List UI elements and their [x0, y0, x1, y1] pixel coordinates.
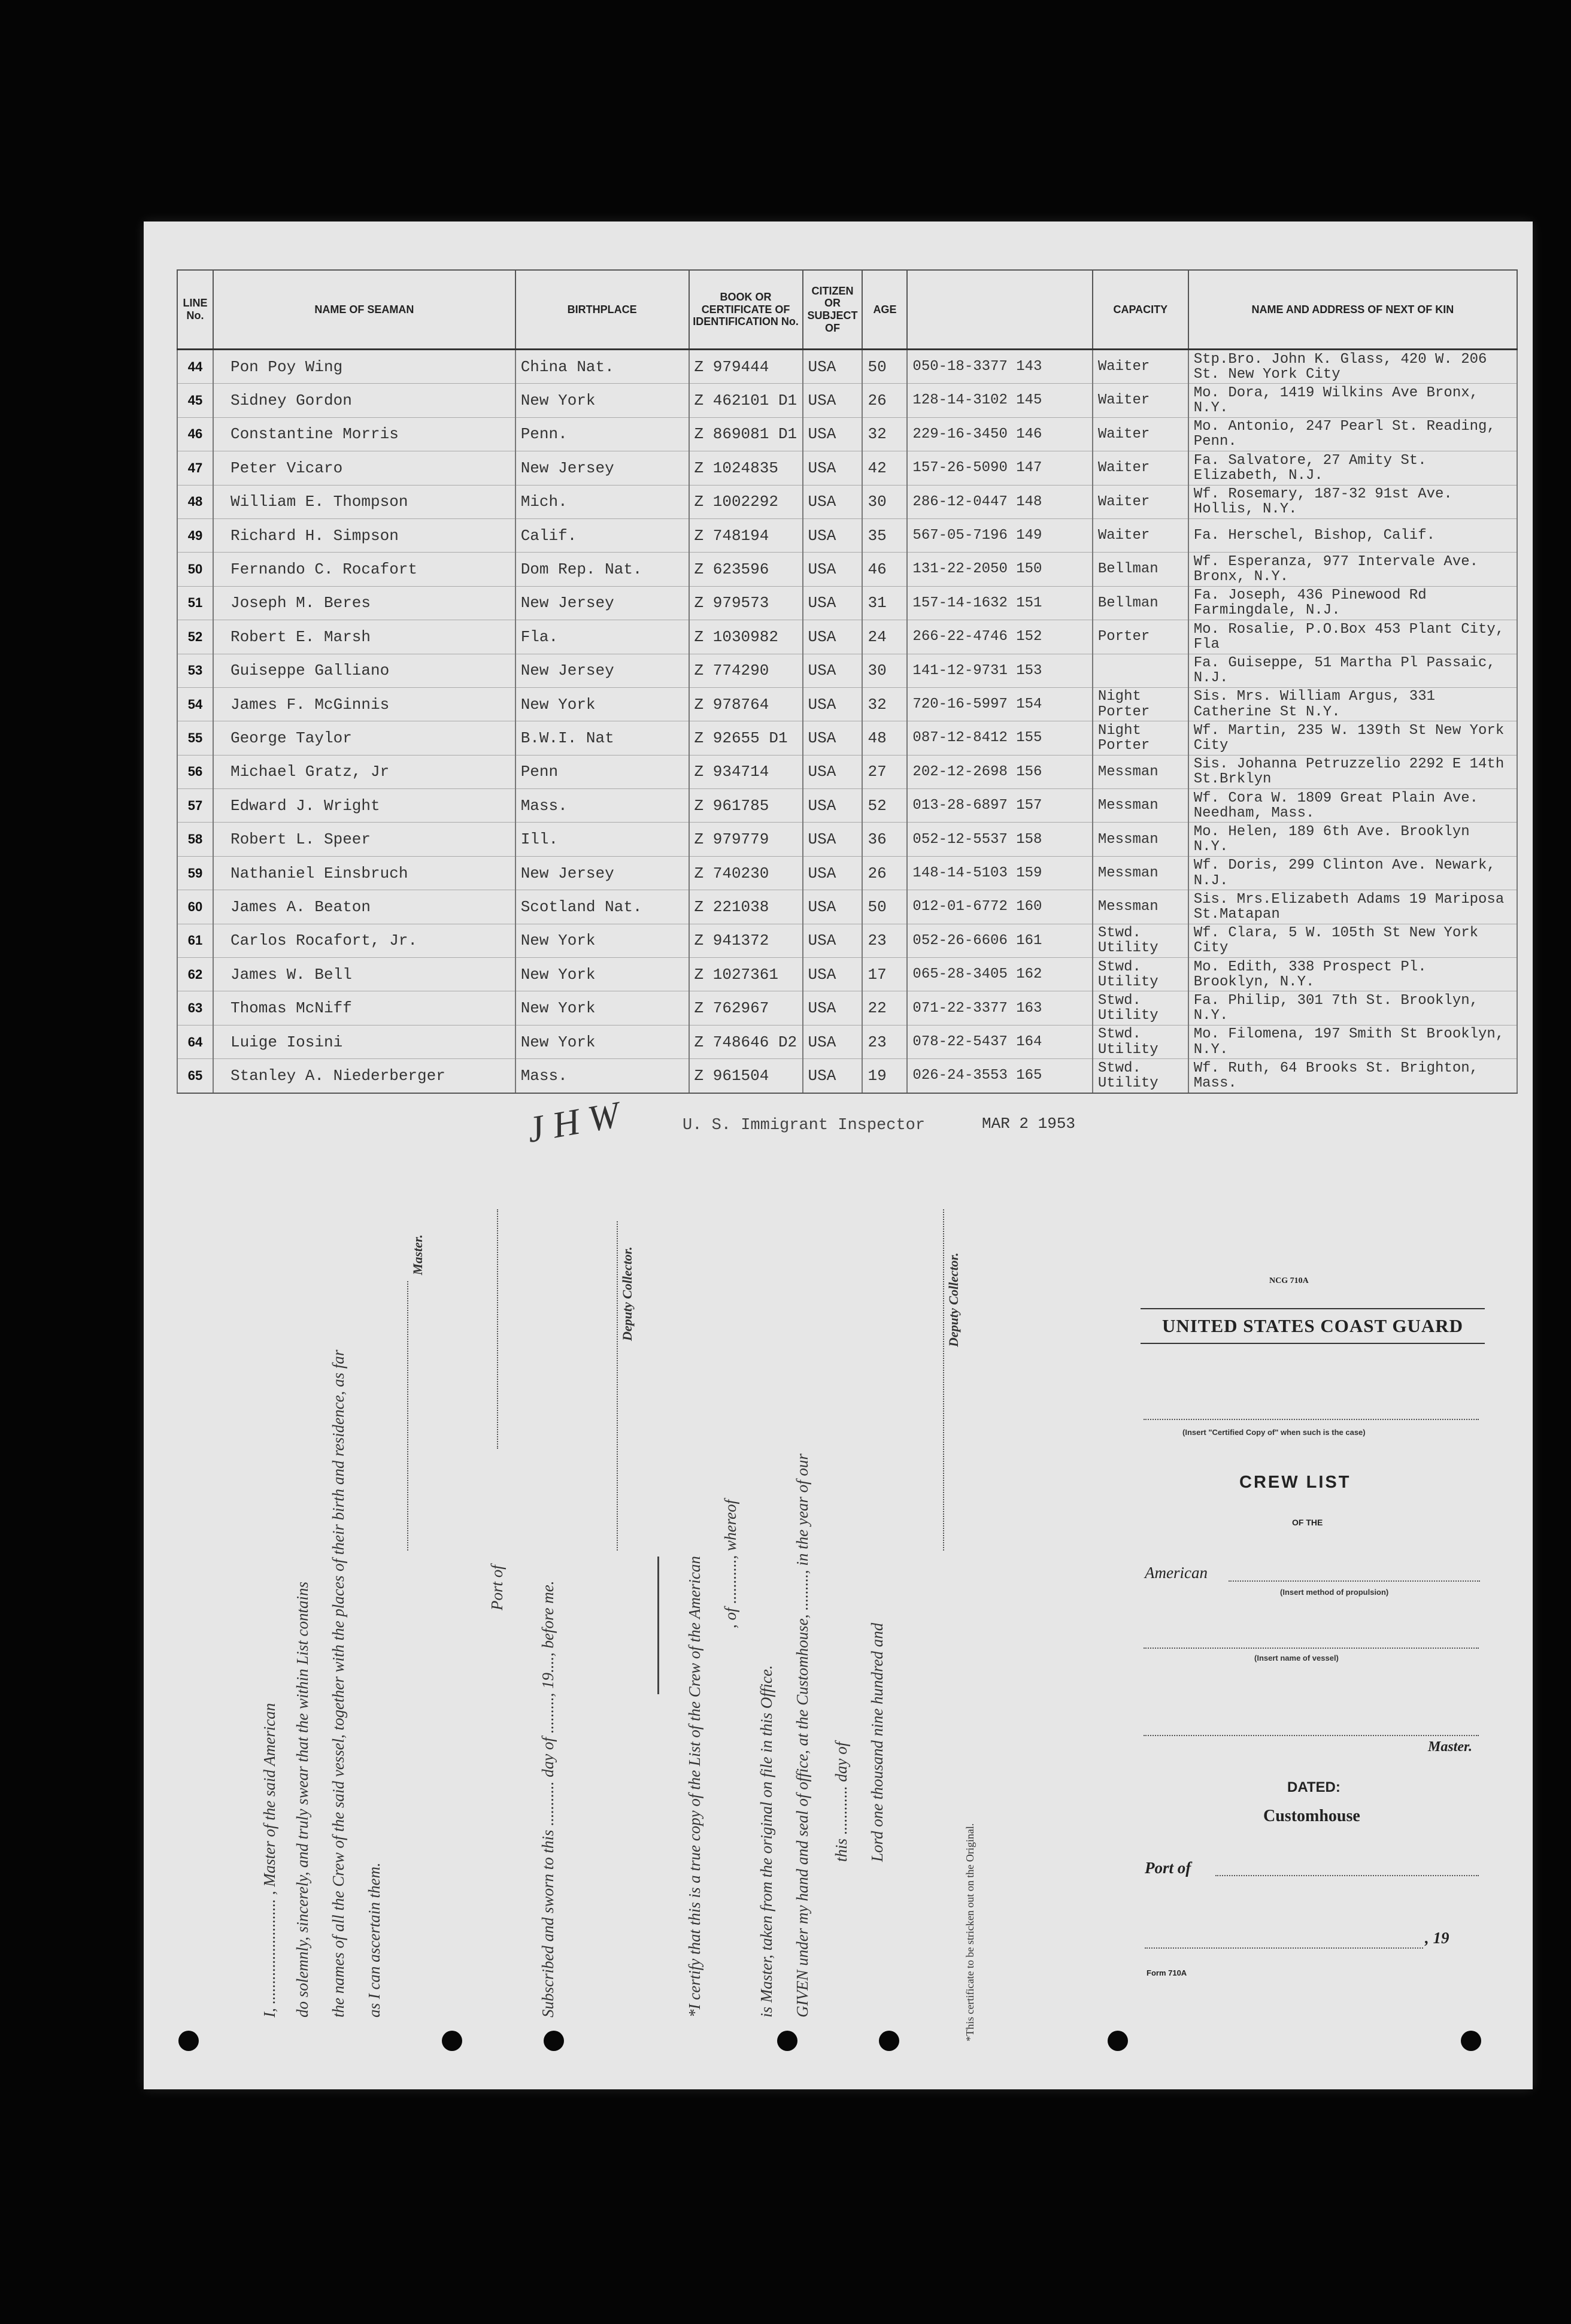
cell-name: William E. Thompson	[213, 485, 515, 518]
cell-kin: Mo. Filomena, 197 Smith St Brooklyn, N.Y.	[1188, 1025, 1517, 1058]
cell-kin: Wf. Cora W. 1809 Great Plain Ave. Needham, Mass.	[1188, 789, 1517, 823]
cell-ssn: 567-05-7196 149	[907, 518, 1092, 552]
certify-line-6: Lord one thousand nine hundred and	[868, 1622, 886, 1862]
cell-capacity	[1093, 654, 1188, 687]
cell-ssn: 286-12-0447 148	[907, 485, 1092, 518]
table-row	[177, 553, 1517, 586]
cell-line: 62	[177, 958, 213, 991]
oath-line-1: I, .......................... , Master of the said American	[260, 1703, 278, 2017]
cell-ssn: 229-16-3450 146	[907, 417, 1092, 451]
cell-ssn: 052-12-5537 158	[907, 823, 1092, 856]
cell-age: 46	[862, 553, 907, 586]
cell-birthplace: Penn	[515, 755, 689, 788]
cell-book: Z 978764	[689, 687, 803, 721]
inspector-date-stamp: MAR 2 1953	[982, 1115, 1076, 1133]
cell-book: Z 1002292	[689, 485, 803, 518]
cell-ssn: 087-12-8412 155	[907, 721, 1092, 755]
cell-age: 22	[862, 991, 907, 1025]
cell-name: Joseph M. Beres	[213, 586, 515, 620]
table-row	[177, 384, 1517, 417]
cell-name: Fernando C. Rocafort	[213, 553, 515, 586]
cell-citizen: USA	[803, 924, 863, 957]
cell-ssn: 720-16-5997 154	[907, 687, 1092, 721]
table-header-row	[177, 270, 1517, 350]
cell-capacity: Messman	[1093, 890, 1188, 924]
cell-capacity: Stwd. Utility	[1093, 1025, 1188, 1058]
form-footer: Form 710A	[1147, 1968, 1187, 1977]
cell-book: Z 462101 D1	[689, 384, 803, 417]
cell-citizen: USA	[803, 721, 863, 755]
cell-capacity: Waiter	[1093, 384, 1188, 417]
cell-kin: Wf. Martin, 235 W. 139th St New York City	[1188, 721, 1517, 755]
cell-line: 60	[177, 890, 213, 924]
cell-kin: Mo. Edith, 338 Prospect Pl. Brooklyn, N.Y.	[1188, 958, 1517, 991]
cell-citizen: USA	[803, 1059, 863, 1093]
cell-birthplace: B.W.I. Nat	[515, 721, 689, 755]
oath-master: Master.	[410, 1234, 425, 1275]
cell-name: Peter Vicaro	[213, 451, 515, 485]
cell-birthplace: New York	[515, 924, 689, 957]
cell-capacity: Messman	[1093, 823, 1188, 856]
cell-ssn: 141-12-9731 153	[907, 654, 1092, 687]
cell-book: Z 774290	[689, 654, 803, 687]
cell-birthplace: Fla.	[515, 620, 689, 654]
cell-name: Carlos Rocafort, Jr.	[213, 924, 515, 957]
cell-citizen: USA	[803, 586, 863, 620]
cell-capacity: Messman	[1093, 856, 1188, 890]
certified-copy-line	[1144, 1419, 1479, 1420]
cell-birthplace: Penn.	[515, 417, 689, 451]
cell-name: Edward J. Wright	[213, 789, 515, 823]
inspector-label: U. S. Immigrant Inspector	[683, 1117, 926, 1134]
cell-line: 64	[177, 1025, 213, 1058]
cell-citizen: USA	[803, 654, 863, 687]
cell-book: Z 1024835	[689, 451, 803, 485]
table-row	[177, 654, 1517, 687]
cell-age: 50	[862, 350, 907, 384]
cell-citizen: USA	[803, 991, 863, 1025]
cell-ssn: 013-28-6897 157	[907, 789, 1092, 823]
table-row	[177, 924, 1517, 957]
header-book: BOOK OR CERTIFICATE OF IDENTIFICATION No.	[689, 270, 803, 350]
cell-citizen: USA	[803, 518, 863, 552]
cell-capacity: Messman	[1093, 755, 1188, 788]
cell-capacity: Porter	[1093, 620, 1188, 654]
cell-line: 51	[177, 586, 213, 620]
cell-book: Z 869081 D1	[689, 417, 803, 451]
cell-kin: Sis. Mrs. William Argus, 331 Catherine St N.Y.	[1188, 687, 1517, 721]
cell-capacity: Stwd. Utility	[1093, 991, 1188, 1025]
cell-book: Z 92655 D1	[689, 721, 803, 755]
cell-kin: Mo. Helen, 189 6th Ave. Brooklyn N.Y.	[1188, 823, 1517, 856]
certify-line-1: *I certify that this is a true copy of the List of the Crew of the American	[686, 1556, 703, 2017]
cell-citizen: USA	[803, 687, 863, 721]
insert-certified-note: (Insert "Certified Copy of" when such is the case)	[1182, 1428, 1366, 1437]
cell-name: Robert L. Speer	[213, 823, 515, 856]
cell-kin: Wf. Rosemary, 187-32 91st Ave. Hollis, N.Y.	[1188, 485, 1517, 518]
cell-age: 48	[862, 721, 907, 755]
table-row	[177, 823, 1517, 856]
header-ssn	[907, 270, 1092, 350]
cell-name: Guiseppe Galliano	[213, 654, 515, 687]
cell-age: 23	[862, 1025, 907, 1058]
cell-age: 50	[862, 890, 907, 924]
cell-name: Sidney Gordon	[213, 384, 515, 417]
cell-citizen: USA	[803, 485, 863, 518]
cell-age: 23	[862, 924, 907, 957]
cell-birthplace: New York	[515, 991, 689, 1025]
cell-kin: Wf. Esperanza, 977 Intervale Ave. Bronx, N.Y.	[1188, 553, 1517, 586]
table-row	[177, 721, 1517, 755]
cell-age: 52	[862, 789, 907, 823]
cell-age: 32	[862, 417, 907, 451]
cell-name: Constantine Morris	[213, 417, 515, 451]
cell-line: 48	[177, 485, 213, 518]
cell-ssn: 071-22-3377 163	[907, 991, 1092, 1025]
cell-name: Michael Gratz, Jr	[213, 755, 515, 788]
cell-age: 30	[862, 654, 907, 687]
cell-book: Z 961785	[689, 789, 803, 823]
cell-ssn: 078-22-5437 164	[907, 1025, 1092, 1058]
vessel-name-line	[1144, 1648, 1479, 1649]
cell-birthplace: New York	[515, 1025, 689, 1058]
header-birthplace: BIRTHPLACE	[515, 270, 689, 350]
cell-name: Nathaniel Einsbruch	[213, 856, 515, 890]
cell-age: 32	[862, 687, 907, 721]
table-row	[177, 586, 1517, 620]
punch-hole	[1108, 2031, 1128, 2051]
cell-line: 45	[177, 384, 213, 417]
header-capacity: CAPACITY	[1093, 270, 1188, 350]
cell-name: George Taylor	[213, 721, 515, 755]
punch-hole	[777, 2031, 797, 2051]
certify-line-2: , of ..........., whereof	[721, 1500, 739, 1628]
table-row	[177, 1059, 1517, 1093]
cell-kin: Wf. Doris, 299 Clinton Ave. Newark, N.J.	[1188, 856, 1517, 890]
year-label: , 19	[1425, 1929, 1449, 1947]
card-master-label: Master.	[1428, 1739, 1473, 1755]
cell-birthplace: New Jersey	[515, 654, 689, 687]
cell-citizen: USA	[803, 755, 863, 788]
inspector-signature: J H W	[524, 1094, 623, 1151]
cell-kin: Fa. Guiseppe, 51 Martha Pl Passaic, N.J.	[1188, 654, 1517, 687]
cell-citizen: USA	[803, 553, 863, 586]
cell-line: 59	[177, 856, 213, 890]
cell-age: 36	[862, 823, 907, 856]
cell-age: 27	[862, 755, 907, 788]
punch-hole	[1461, 2031, 1481, 2051]
propulsion-line	[1229, 1580, 1480, 1582]
cell-capacity: Night Porter	[1093, 687, 1188, 721]
cell-capacity: Stwd. Utility	[1093, 1059, 1188, 1093]
deputy-line-2	[943, 1209, 944, 1551]
cell-line: 47	[177, 451, 213, 485]
certificate-footnote: *This certificate to be stricken out on the Original.	[964, 1823, 976, 2041]
crew-list-title: CREW LIST	[1239, 1473, 1351, 1492]
table-row	[177, 485, 1517, 518]
cell-ssn: 050-18-3377 143	[907, 350, 1092, 384]
cell-line: 49	[177, 518, 213, 552]
table-row	[177, 350, 1517, 384]
american-label: American	[1145, 1564, 1208, 1582]
cell-book: Z 934714	[689, 755, 803, 788]
cell-book: Z 961504	[689, 1059, 803, 1093]
cell-line: 63	[177, 991, 213, 1025]
cell-line: 58	[177, 823, 213, 856]
table-row	[177, 991, 1517, 1025]
cell-age: 26	[862, 856, 907, 890]
cell-citizen: USA	[803, 789, 863, 823]
cell-capacity: Messman	[1093, 789, 1188, 823]
cell-kin: Wf. Clara, 5 W. 105th St New York City	[1188, 924, 1517, 957]
cell-ssn: 202-12-2698 156	[907, 755, 1092, 788]
oath-line-2: do solemnly, sincerely, and truly swear that the within List contains	[293, 1582, 311, 2017]
customhouse-label: Customhouse	[1263, 1807, 1360, 1825]
header-age: AGE	[862, 270, 907, 350]
cell-kin: Wf. Ruth, 64 Brooks St. Brighton, Mass.	[1188, 1059, 1517, 1093]
cell-capacity: Stwd. Utility	[1093, 924, 1188, 957]
cell-ssn: 148-14-5103 159	[907, 856, 1092, 890]
table-row	[177, 856, 1517, 890]
cell-book: Z 979573	[689, 586, 803, 620]
cell-kin: Fa. Philip, 301 7th St. Brooklyn, N.Y.	[1188, 991, 1517, 1025]
cell-birthplace: Ill.	[515, 823, 689, 856]
cell-birthplace: New York	[515, 958, 689, 991]
table-row	[177, 451, 1517, 485]
table-row	[177, 890, 1517, 924]
divider-line	[657, 1557, 659, 1694]
cell-citizen: USA	[803, 417, 863, 451]
cell-birthplace: New York	[515, 687, 689, 721]
cell-citizen: USA	[803, 856, 863, 890]
cell-ssn: 052-26-6606 161	[907, 924, 1092, 957]
table-row	[177, 958, 1517, 991]
cell-age: 24	[862, 620, 907, 654]
cell-line: 52	[177, 620, 213, 654]
dated-label: DATED:	[1287, 1779, 1340, 1795]
deputy-collector-1: Deputy Collector.	[620, 1246, 635, 1341]
cell-capacity: Bellman	[1093, 553, 1188, 586]
cell-ssn: 026-24-3553 165	[907, 1059, 1092, 1093]
cell-kin: Sis. Mrs.Elizabeth Adams 19 Mariposa St.Matapan	[1188, 890, 1517, 924]
cell-name: James W. Bell	[213, 958, 515, 991]
form-code: NCG 710A	[1269, 1276, 1309, 1285]
cell-citizen: USA	[803, 384, 863, 417]
cell-book: Z 1030982	[689, 620, 803, 654]
port-of-field-line	[1215, 1875, 1479, 1876]
header-name: NAME OF SEAMAN	[213, 270, 515, 350]
cell-birthplace: Mass.	[515, 789, 689, 823]
cell-kin: Mo. Dora, 1419 Wilkins Ave Bronx, N.Y.	[1188, 384, 1517, 417]
punch-hole	[544, 2031, 564, 2051]
punch-hole	[879, 2031, 899, 2051]
oath-subscribed: Subscribed and sworn to this ........... day of ........., 19...., before me.	[539, 1580, 557, 2017]
cell-book: Z 979444	[689, 350, 803, 384]
cell-birthplace: Mich.	[515, 485, 689, 518]
cell-book: Z 623596	[689, 553, 803, 586]
oath-line-3: the names of all the Crew of the said vessel, together with the places of their birth and residence, as far	[329, 1349, 347, 2017]
oath-line-4: as I can ascertain them.	[365, 1862, 383, 2017]
cell-line: 53	[177, 654, 213, 687]
cell-age: 42	[862, 451, 907, 485]
cell-ssn: 128-14-3102 145	[907, 384, 1092, 417]
cell-line: 46	[177, 417, 213, 451]
cell-book: Z 941372	[689, 924, 803, 957]
cell-birthplace: New Jersey	[515, 856, 689, 890]
table-row	[177, 518, 1517, 552]
cell-capacity: Waiter	[1093, 518, 1188, 552]
cell-citizen: USA	[803, 620, 863, 654]
cell-ssn: 012-01-6772 160	[907, 890, 1092, 924]
cell-birthplace: New Jersey	[515, 451, 689, 485]
table-row	[177, 620, 1517, 654]
card-port-of-label: Port of	[1145, 1859, 1191, 1877]
crew-table	[177, 269, 1518, 1094]
cell-citizen: USA	[803, 823, 863, 856]
cell-ssn: 065-28-3405 162	[907, 958, 1092, 991]
cell-citizen: USA	[803, 1025, 863, 1058]
agency-title: UNITED STATES COAST GUARD	[1141, 1308, 1485, 1344]
punch-hole	[178, 2031, 199, 2051]
certify-line-4: GIVEN under my hand and seal of office, at the Customhouse, ........., in the year of our	[793, 1454, 811, 2017]
cell-citizen: USA	[803, 890, 863, 924]
cell-book: Z 748194	[689, 518, 803, 552]
cell-line: 57	[177, 789, 213, 823]
cell-line: 54	[177, 687, 213, 721]
header-citizen: CITIZEN OR SUBJECT OF	[803, 270, 863, 350]
cell-capacity: Waiter	[1093, 417, 1188, 451]
of-the-label: OF THE	[1292, 1518, 1323, 1527]
cell-ssn: 157-14-1632 151	[907, 586, 1092, 620]
cell-book: Z 748646 D2	[689, 1025, 803, 1058]
cell-name: Robert E. Marsh	[213, 620, 515, 654]
cell-birthplace: Mass.	[515, 1059, 689, 1093]
cell-book: Z 762967	[689, 991, 803, 1025]
table-row	[177, 789, 1517, 823]
master-signature-line	[407, 1281, 408, 1551]
cell-age: 31	[862, 586, 907, 620]
cell-name: Thomas McNiff	[213, 991, 515, 1025]
date-field-line	[1145, 1947, 1423, 1949]
cell-line: 50	[177, 553, 213, 586]
table-row	[177, 417, 1517, 451]
cell-capacity: Night Porter	[1093, 721, 1188, 755]
cell-birthplace: New York	[515, 384, 689, 417]
cell-name: Pon Poy Wing	[213, 350, 515, 384]
cell-age: 30	[862, 485, 907, 518]
table-row	[177, 687, 1517, 721]
cell-name: James A. Beaton	[213, 890, 515, 924]
cell-citizen: USA	[803, 350, 863, 384]
certify-line-5: this ............ day of	[832, 1742, 850, 1862]
port-of-line	[497, 1209, 498, 1449]
cell-kin: Mo. Rosalie, P.O.Box 453 Plant City, Fla	[1188, 620, 1517, 654]
cell-line: 44	[177, 350, 213, 384]
cell-kin: Fa. Joseph, 436 Pinewood Rd Farmingdale, N.J.	[1188, 586, 1517, 620]
header-line: LINE No.	[177, 270, 213, 350]
cell-birthplace: Dom Rep. Nat.	[515, 553, 689, 586]
cell-capacity: Bellman	[1093, 586, 1188, 620]
punch-hole	[442, 2031, 462, 2051]
cell-line: 56	[177, 755, 213, 788]
cell-capacity: Waiter	[1093, 451, 1188, 485]
cell-birthplace: New Jersey	[515, 586, 689, 620]
cell-age: 35	[862, 518, 907, 552]
cell-line: 65	[177, 1059, 213, 1093]
insert-vessel-note: (Insert name of vessel)	[1254, 1654, 1339, 1662]
cell-kin: Sis. Johanna Petruzzelio 2292 E 14th St.Brklyn	[1188, 755, 1517, 788]
cell-capacity: Stwd. Utility	[1093, 958, 1188, 991]
master-line	[1144, 1735, 1479, 1736]
cell-age: 19	[862, 1059, 907, 1093]
cell-kin: Mo. Antonio, 247 Pearl St. Reading, Penn.	[1188, 417, 1517, 451]
cell-line: 61	[177, 924, 213, 957]
cell-name: Stanley A. Niederberger	[213, 1059, 515, 1093]
cell-age: 17	[862, 958, 907, 991]
cell-line: 55	[177, 721, 213, 755]
cell-name: Richard H. Simpson	[213, 518, 515, 552]
deputy-line-1	[617, 1221, 618, 1551]
cell-kin: Fa. Salvatore, 27 Amity St. Elizabeth, N.J.	[1188, 451, 1517, 485]
cell-ssn: 131-22-2050 150	[907, 553, 1092, 586]
deputy-collector-2: Deputy Collector.	[946, 1252, 961, 1347]
cell-birthplace: Calif.	[515, 518, 689, 552]
cell-birthplace: China Nat.	[515, 350, 689, 384]
cell-birthplace: Scotland Nat.	[515, 890, 689, 924]
cell-capacity: Waiter	[1093, 350, 1188, 384]
cell-book: Z 740230	[689, 856, 803, 890]
cell-citizen: USA	[803, 958, 863, 991]
cell-name: Luige Iosini	[213, 1025, 515, 1058]
cell-ssn: 157-26-5090 147	[907, 451, 1092, 485]
certify-line-3: is Master, taken from the original on file in this Office.	[757, 1665, 775, 2017]
cell-kin: Fa. Herschel, Bishop, Calif.	[1188, 518, 1517, 552]
header-kin: NAME AND ADDRESS OF NEXT OF KIN	[1188, 270, 1517, 350]
table-row	[177, 1025, 1517, 1058]
cell-name: James F. McGinnis	[213, 687, 515, 721]
cell-capacity: Waiter	[1093, 485, 1188, 518]
oath-port-of: Port of	[488, 1565, 506, 1610]
cell-citizen: USA	[803, 451, 863, 485]
insert-propulsion-note: (Insert method of propulsion)	[1280, 1588, 1389, 1597]
cell-age: 26	[862, 384, 907, 417]
cell-kin: Stp.Bro. John K. Glass, 420 W. 206 St. New York City	[1188, 350, 1517, 384]
cell-ssn: 266-22-4746 152	[907, 620, 1092, 654]
cell-book: Z 979779	[689, 823, 803, 856]
cell-book: Z 1027361	[689, 958, 803, 991]
table-row	[177, 755, 1517, 788]
cell-book: Z 221038	[689, 890, 803, 924]
